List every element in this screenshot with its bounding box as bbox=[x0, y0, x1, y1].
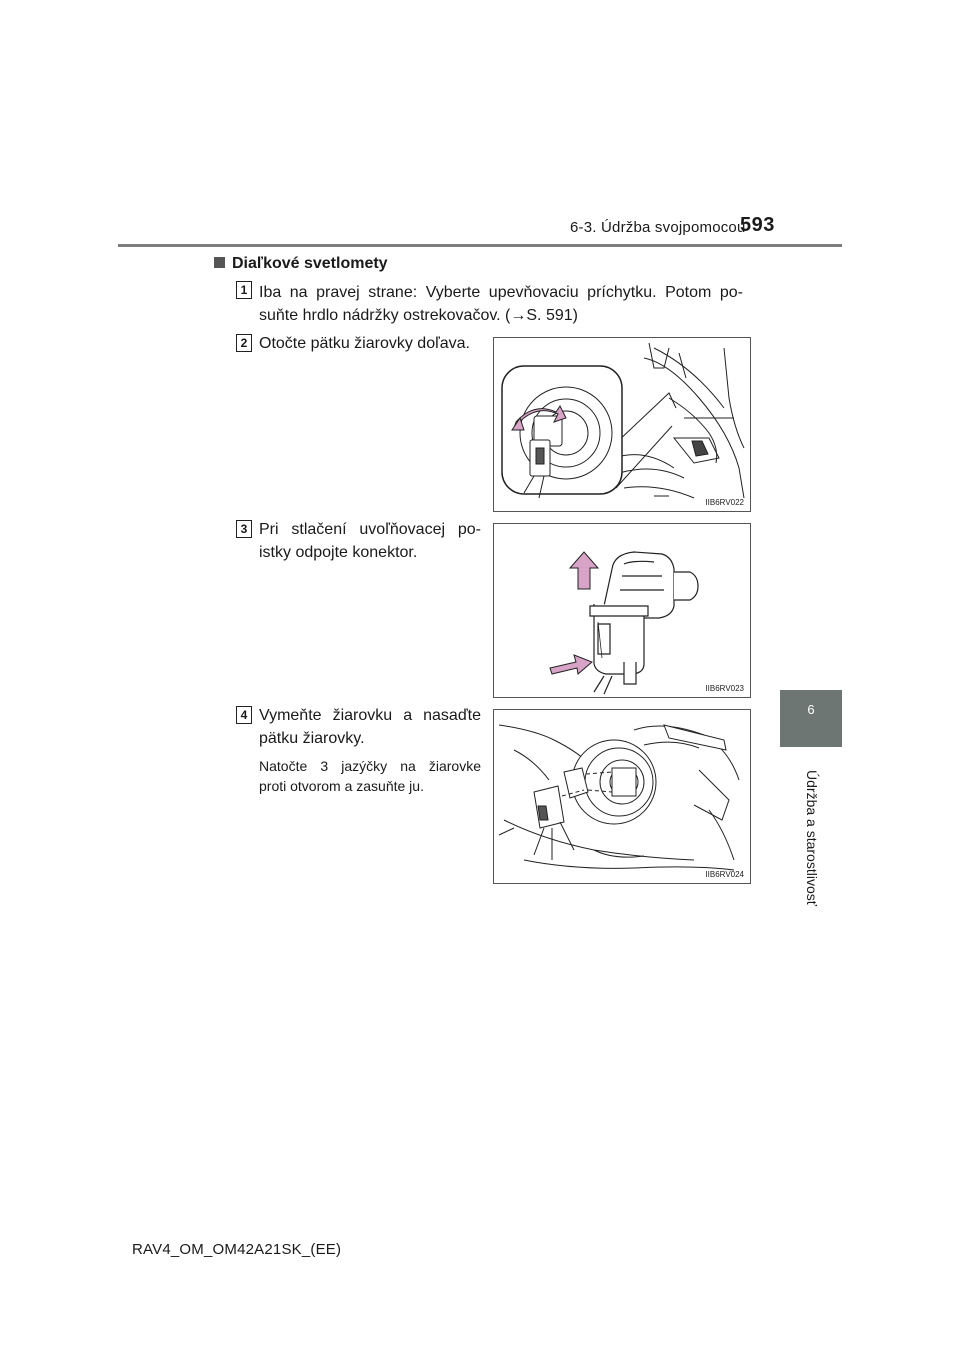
step-1-line-2: suňte hrdlo nádržky ostrekovačov. (→S. 591) bbox=[259, 307, 578, 324]
page-number: 593 bbox=[740, 214, 775, 236]
figure-disconnect-connector bbox=[493, 523, 751, 698]
step-number-4: 4 bbox=[236, 706, 252, 724]
step-3-line-2: istky odpojte konektor. bbox=[259, 544, 418, 561]
step-number-1: 1 bbox=[236, 281, 252, 299]
step-3-text bbox=[259, 518, 481, 564]
step-4-line-1: Vymeňte žiarovku a nasaďte bbox=[259, 707, 481, 724]
bulb-install-illustration bbox=[494, 710, 750, 883]
section-title bbox=[214, 255, 388, 273]
step-4-line-2: pätku žiarovky. bbox=[259, 730, 365, 747]
figure-code: IIB6RV024 bbox=[705, 870, 744, 879]
section-title-text: Diaľkové svetlomety bbox=[232, 255, 388, 272]
connector-release-illustration bbox=[494, 524, 750, 697]
step-number-2: 2 bbox=[236, 334, 252, 352]
step-4-text bbox=[259, 704, 481, 750]
figure-code: IIB6RV022 bbox=[705, 498, 744, 507]
step-1-text bbox=[259, 281, 743, 327]
section-square-icon bbox=[214, 257, 225, 268]
header-section-title: 6-3. Údržba svojpomocou bbox=[570, 219, 746, 236]
figure-code: IIB6RV023 bbox=[705, 684, 744, 693]
step-1-line-1: Iba na pravej strane: Vyberte upevňovaciu príchytku. Potom po- bbox=[259, 284, 743, 301]
chapter-tab[interactable] bbox=[780, 690, 842, 747]
chapter-number: 6 bbox=[807, 702, 815, 717]
headlight-rotate-illustration bbox=[494, 338, 750, 511]
header-divider bbox=[118, 244, 842, 247]
step-3-line-1: Pri stlačení uvoľňovacej po- bbox=[259, 521, 481, 538]
document-code: RAV4_OM_OM42A21SK_(EE) bbox=[132, 1241, 342, 1258]
chapter-title: Údržba a starostlivosť bbox=[804, 770, 820, 906]
figure-bulb-rotate bbox=[493, 337, 751, 512]
step-2-text: Otočte pätku žiarovky doľava. bbox=[259, 335, 470, 352]
step-4-note bbox=[259, 756, 481, 796]
step-number-3: 3 bbox=[236, 520, 252, 538]
step-4-note-line-1: Natočte 3 jazýčky na žiarovke bbox=[259, 758, 481, 774]
step-4-note-line-2: proti otvorom a zasuňte ju. bbox=[259, 778, 424, 794]
figure-install-bulb bbox=[493, 709, 751, 884]
